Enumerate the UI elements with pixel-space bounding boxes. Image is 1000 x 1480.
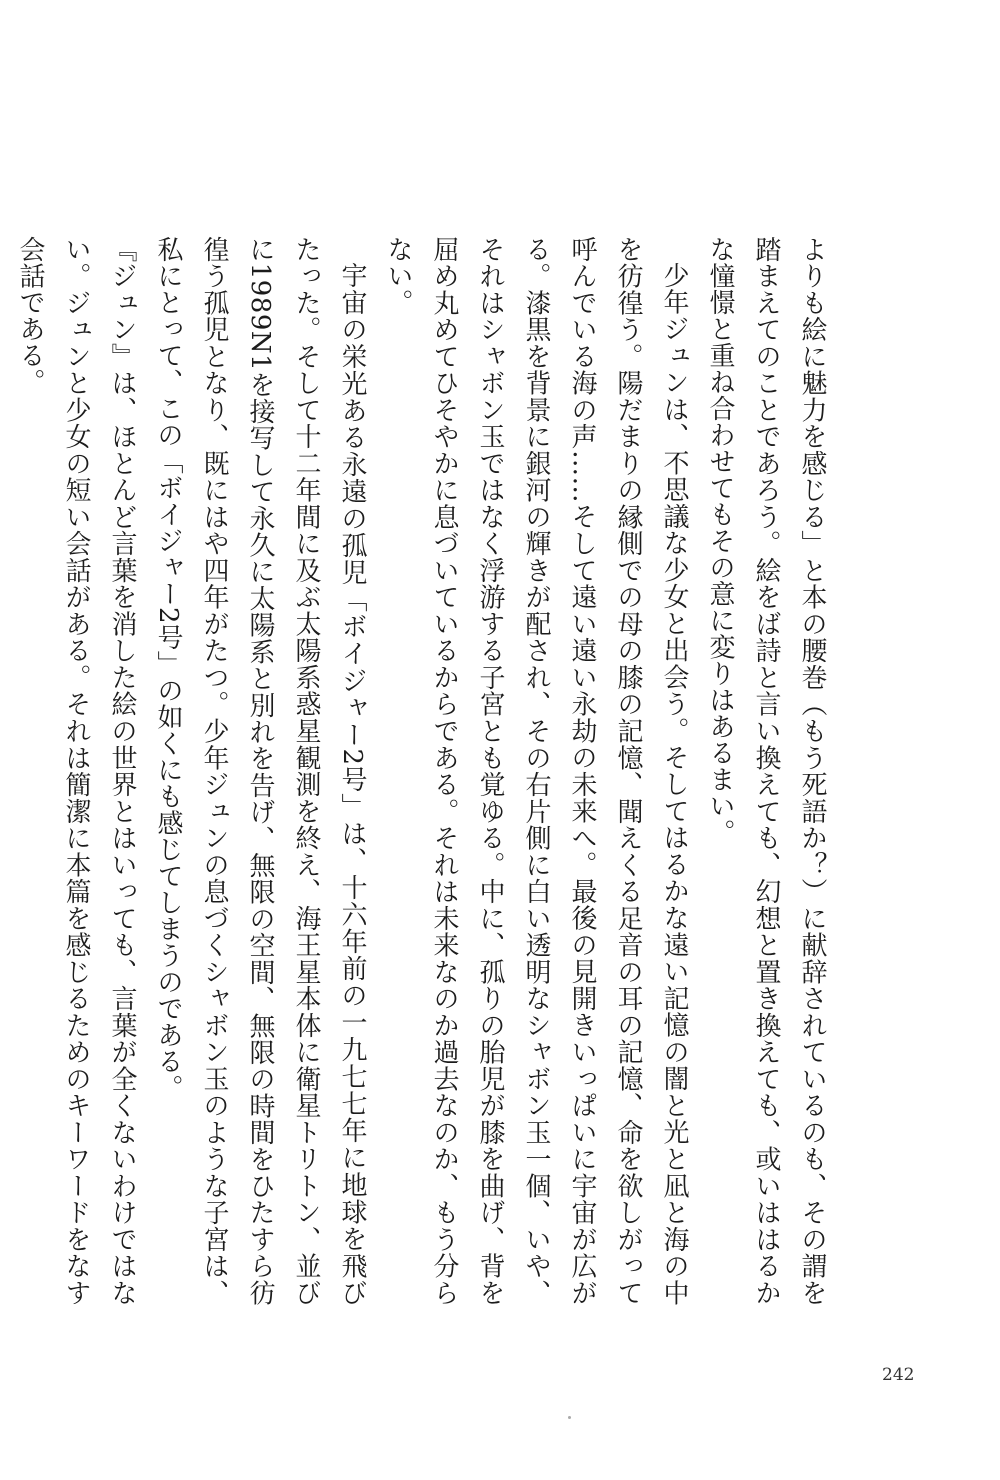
paragraph-2: 少年ジュンは、不思議な少女と出会う。そしてはるかな遠い記憶の闇と光と凪と海の中を彷徨う。陽だまりの縁側での母の膝の記憶、聞えくる足音の耳の記憶、命を欲しがって呼んでいる海の声……そして遠い遠い永劫の未来へ。最後の見開きいっぱいに宇宙が広がる。漆黒を背景に銀河の輝きが配され、その右片側に白い透明なシャボン玉一個、いや、それはシャボン玉ではなく浮游する子宮とも覚ゆる。中に、孤りの胎児が膝を曲げ、背を屈め丸めてひそやかに息づいているからである。それは未来なのか過去なのか、もう分らない。 <box>383 236 689 1306</box>
paragraph-4: 『ジュン』は、ほとんど言葉を消した絵の世界とはいっても、言葉が全くないわけではない。ジュンと少女の短い会話がある。それは簡潔に本篇を感じるためのキーワードをなす会話である。 <box>15 236 137 1306</box>
paper-speck <box>568 1416 571 1419</box>
page-number: 242 <box>882 1365 915 1385</box>
paragraph-1: よりも絵に魅力を感じる」と本の腰巻（もう死語か？）に献辞されているのも、その謂を踏まえてのことであろう。絵をば詩と言い換えても、幻想と置き換えても、或いははるかな憧憬と重ね合わせてもその意に変りはあるまい。 <box>705 236 827 1306</box>
dialogue-line-1 <box>0 236 7 1306</box>
vertical-text-block <box>15 236 835 1306</box>
paragraph-3: 宇宙の栄光ある永遠の孤児「ボイジャー2号」は、十六年前の一九七七年に地球を飛びたった。そして十二年間に及ぶ太陽系惑星観測を終え、海王星本体に衛星トリトン、並びに1989N1を接写して永久に太陽系と別れを告げ、無限の空間、無限の時間をひたすら彷徨う孤児となり、既にはや四年がたつ。少年ジュンの息づくシャボン玉のような子宮は、私にとって、この「ボイジャー2号」の如くにも感じてしまうのである。 <box>153 236 367 1306</box>
